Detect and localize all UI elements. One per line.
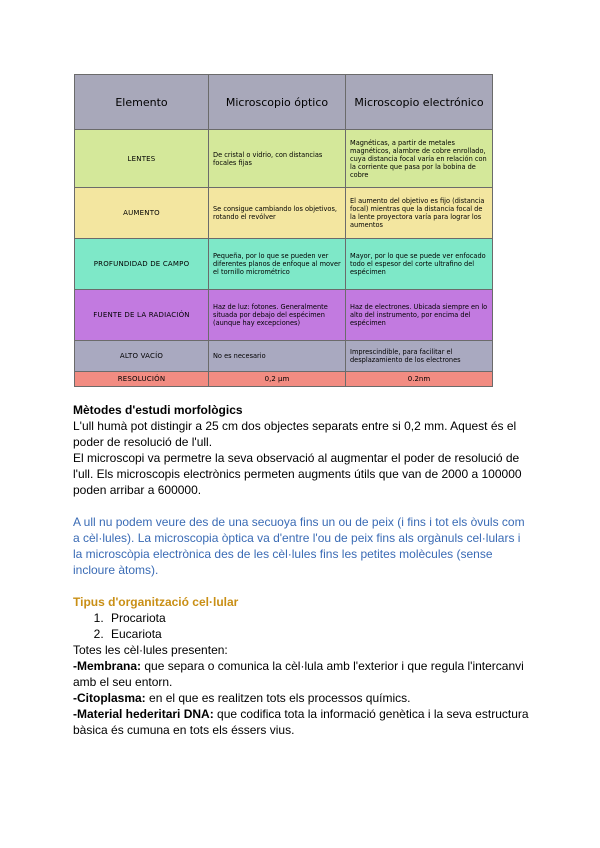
term-label: -Citoplasma: xyxy=(73,691,146,705)
header-optico: Microscopio óptico xyxy=(209,75,346,130)
component-citoplasma xyxy=(73,690,533,706)
row-label: ALTO VACÍO xyxy=(75,341,209,372)
row-label: LENTES xyxy=(75,130,209,188)
section-heading-organitzacio: Tipus d'organització cel·lular xyxy=(73,595,239,609)
electronico-cell: Imprescindible, para facilitar el desplazamiento de los electrones xyxy=(346,341,493,372)
table-row xyxy=(75,290,493,341)
table-row xyxy=(75,130,493,188)
table-header-row xyxy=(75,75,493,130)
section-heading-metodes: Mètodes d'estudi morfològics xyxy=(73,403,243,417)
row-label: AUMENTO xyxy=(75,188,209,239)
term-text: que separa o comunica la cèl·lula amb l'exterior i que regula l'intercanvi amb el seu entorn. xyxy=(73,659,524,689)
header-electronico: Microscopio electrónico xyxy=(346,75,493,130)
paragraph-microscopi: El microscopi va permetre la seva observació al augmentar el poder de resolució de l'ull. Els microscopis electrònics permeten augments útils que van de 2000 a 100000 poden arribar a 600000. xyxy=(73,451,522,497)
term-text: que codifica tota la informació genètica i la seva estructura bàsica és cumuna en tots els éssers vius. xyxy=(73,707,529,737)
row-label: PROFUNDIDAD DE CAMPO xyxy=(75,239,209,290)
term-label: -Material hederitari DNA: xyxy=(73,707,214,721)
table-row xyxy=(75,188,493,239)
component-dna xyxy=(73,706,533,738)
optico-cell: Se consigue cambiando los objetivos, rotando el revólver xyxy=(209,188,346,239)
table-row xyxy=(75,372,493,387)
article-body xyxy=(73,402,533,738)
term-label: -Membrana: xyxy=(73,659,142,673)
list-item: 1. Procariota xyxy=(107,610,533,626)
electronico-cell: 0.2nm xyxy=(346,372,493,387)
row-label: FUENTE DE LA RADIACIÓN xyxy=(75,290,209,341)
electronico-cell: Haz de electrones. Ubicada siempre en lo alto del instrumento, por encima del espécimen xyxy=(346,290,493,341)
row-label: RESOLUCIÓN xyxy=(75,372,209,387)
optico-cell: No es necesario xyxy=(209,341,346,372)
paragraph-resolucio-ull: L'ull humà pot distingir a 25 cm dos objectes separats entre si 0,2 mm. Aquest és el poder de resolució de l'ull. xyxy=(73,419,517,449)
term-text: en el que es realitzen tots els processos químics. xyxy=(145,691,411,705)
microscope-comparison-table xyxy=(74,74,493,387)
table-row xyxy=(75,341,493,372)
cell-types-list xyxy=(73,610,533,642)
optico-cell: 0,2 µm xyxy=(209,372,346,387)
intro-line: Totes les cèl·lules presenten: xyxy=(73,643,228,657)
optico-cell: Pequeña, por lo que se pueden ver diferentes planos de enfoque al mover el tornillo micrométrico xyxy=(209,239,346,290)
comparison-table-image xyxy=(74,74,492,384)
electronico-cell: Magnéticas, a partir de metales magnéticos, alambre de cobre enrollado, cuya distancia focal varía en relación con la corriente que pasa por la bobina de cobre xyxy=(346,130,493,188)
list-item: 2. Eucariota xyxy=(107,626,533,642)
component-membrana xyxy=(73,658,533,690)
table-row xyxy=(75,239,493,290)
electronico-cell: Mayor, por lo que se puede ver enfocado todo el espesor del corte ultrafino del espécimen xyxy=(346,239,493,290)
optico-cell: De cristal o vidrio, con distancias focales fijas xyxy=(209,130,346,188)
electronico-cell: El aumento del objetivo es fijo (distancia focal) mientras que la distancia focal de la lente proyectora varía para lograr los aumentos xyxy=(346,188,493,239)
optico-cell: Haz de luz: fotones. Generalmente situada por debajo del espécimen (aunque hay excepciones) xyxy=(209,290,346,341)
header-elemento: Elemento xyxy=(75,75,209,130)
blue-note-paragraph: A ull nu podem veure des de una secuoya fins un ou de peix (i fins i tot els òvuls com a cèl·lules). La microscopia òptica va d'entre l'ou de peix fins als orgànuls cel·lulars i la microscòpia electrònica des de les cèl·lules fins les petites molècules (sense incloure àtoms). xyxy=(73,515,525,577)
